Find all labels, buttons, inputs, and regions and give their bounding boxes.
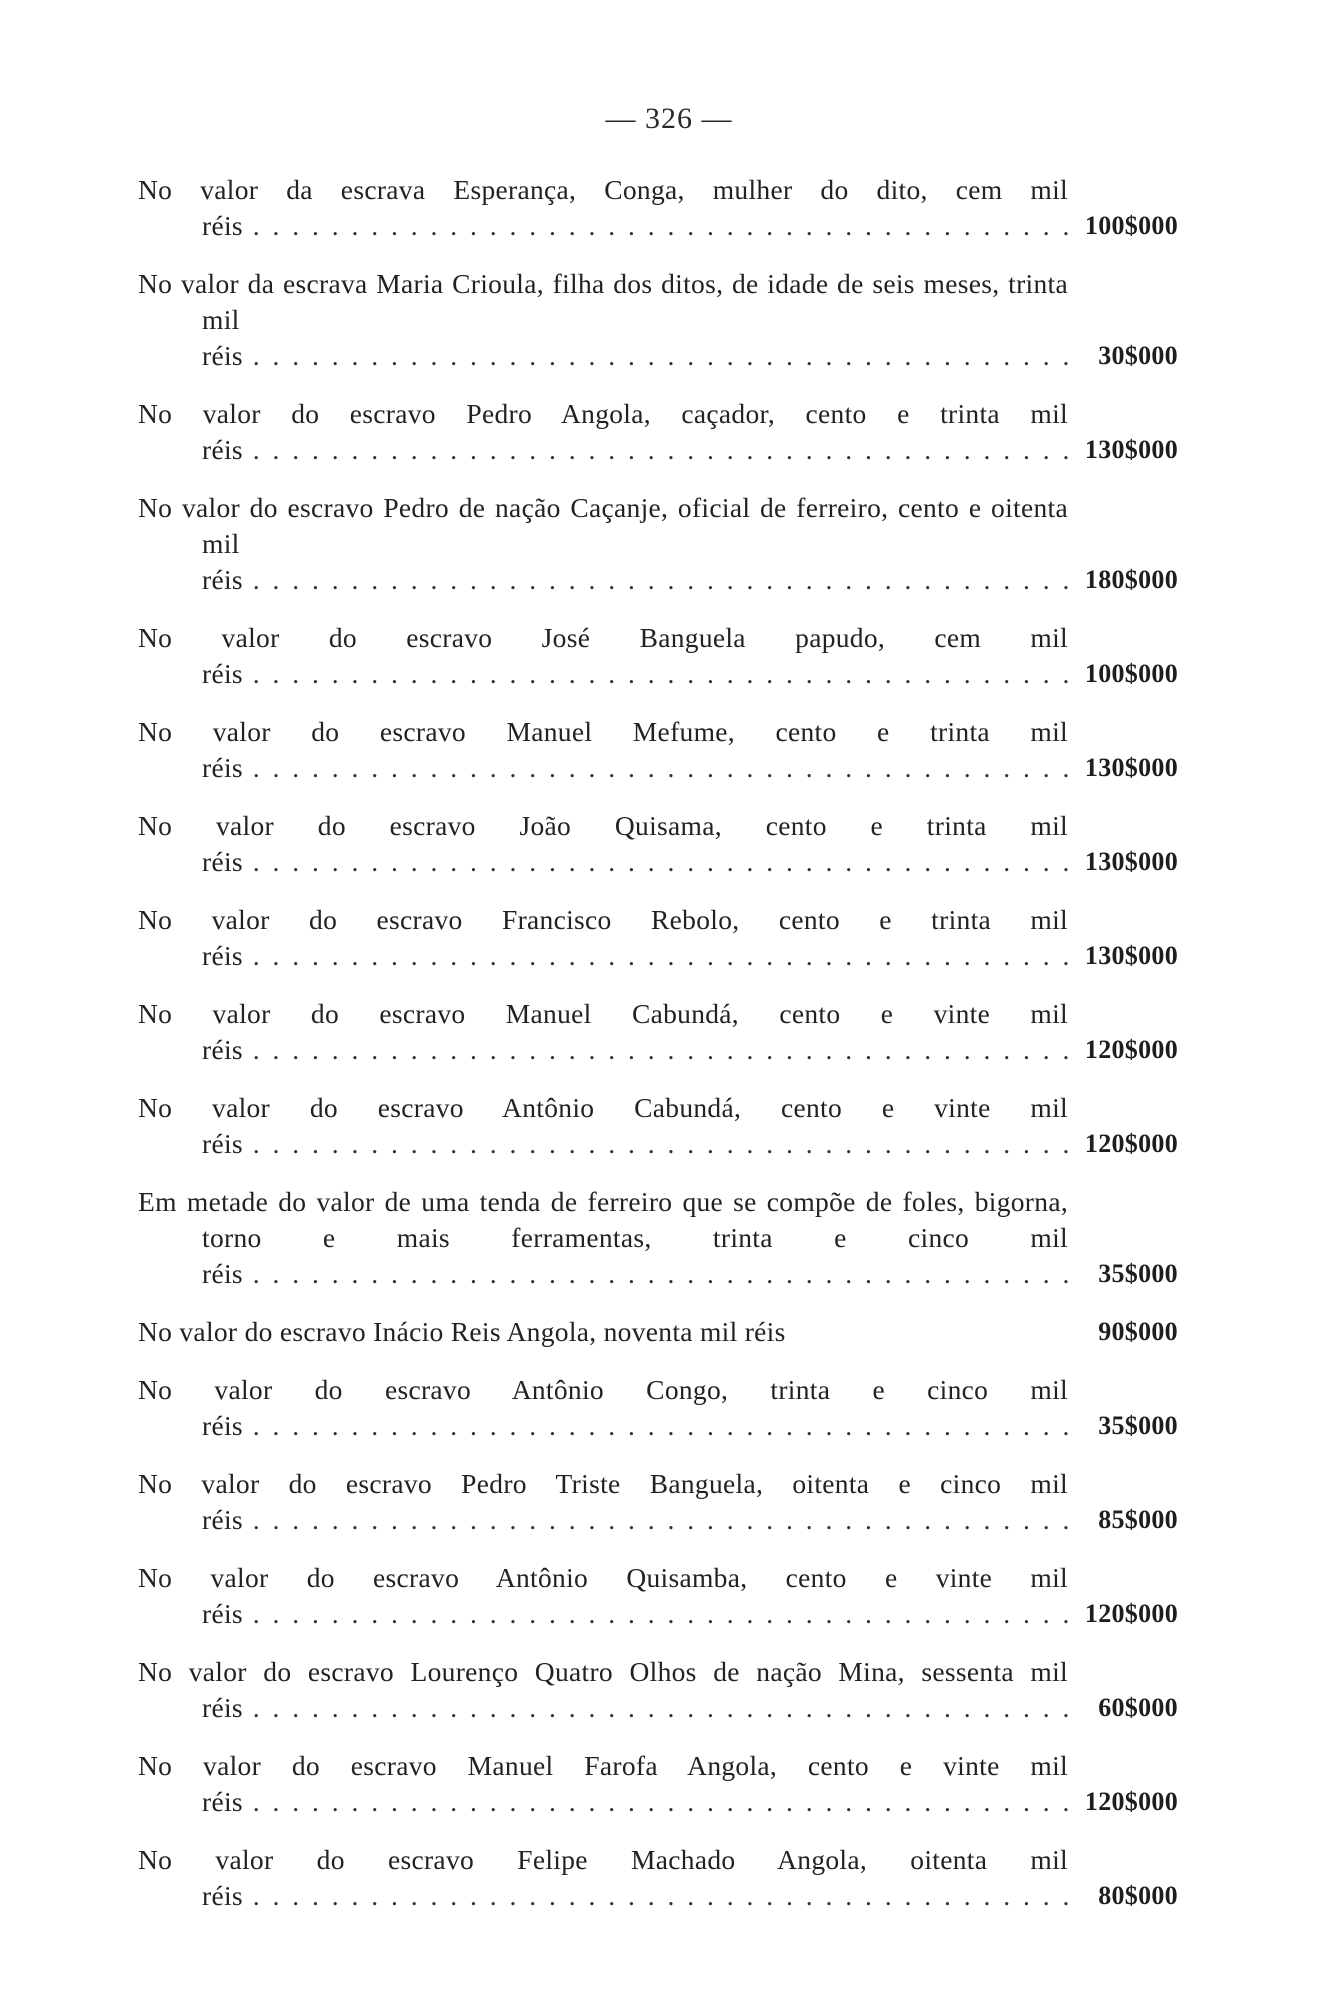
inventory-entry (138, 1184, 1178, 1292)
entry-value: 35$000 (1098, 1259, 1178, 1288)
inventory-entry (138, 266, 1178, 374)
entry-value: 60$000 (1098, 1693, 1178, 1722)
inventory-entry (138, 902, 1178, 974)
entry-description: No valor do escravo João Quisama, cento e trinta mil réis . . . (138, 808, 1068, 880)
inventory-entry (138, 1466, 1178, 1538)
entry-description: No valor do escravo José Banguela papudo, cem mil réis . . . (138, 620, 1068, 692)
entry-description: No valor do escravo Antônio Congo, trinta e cinco mil réis . . . (138, 1372, 1068, 1444)
inventory-entry (138, 996, 1178, 1068)
entry-description: No valor do escravo Pedro de nação Caçanje, oficial de ferreiro, cento e oitenta mil réis . . . (138, 490, 1068, 598)
entry-value: 120$000 (1084, 1787, 1178, 1816)
entry-description: No valor do escravo Francisco Rebolo, cento e trinta mil réis . . . (138, 902, 1068, 974)
page-number: — 326 — (605, 102, 733, 135)
entry-description: No valor do escravo Felipe Machado Angola, oitenta mil réis . . . (138, 1842, 1068, 1914)
entry-description: No valor do escravo Pedro Triste Banguela, oitenta e cinco mil réis . . . (138, 1466, 1068, 1538)
entry-description: No valor do escravo Pedro Angola, caçador, cento e trinta mil réis . . . (138, 396, 1068, 468)
entry-description: No valor do escravo Lourenço Quatro Olhos de nação Mina, sessenta mil réis . . . (138, 1654, 1068, 1726)
inventory-entry (138, 714, 1178, 786)
entry-value: 35$000 (1098, 1411, 1178, 1440)
entry-description: No valor do escravo Manuel Mefume, cento e trinta mil réis . . . (138, 714, 1068, 786)
inventory-list (138, 172, 1178, 1936)
entry-description: No valor da escrava Maria Crioula, filha dos ditos, de idade de seis meses, trinta mil réis . . . (138, 266, 1068, 374)
inventory-entry (138, 1090, 1178, 1162)
entry-description: No valor da escrava Esperança, Conga, mulher do dito, cem mil réis . . . (138, 172, 1068, 244)
inventory-entry (138, 490, 1178, 598)
entry-description: No valor do escravo Manuel Farofa Angola, cento e vinte mil réis . . . (138, 1748, 1068, 1820)
entry-value: 130$000 (1084, 941, 1178, 970)
inventory-entry (138, 1560, 1178, 1632)
inventory-entry (138, 1372, 1178, 1444)
entry-value: 130$000 (1084, 847, 1178, 876)
inventory-entry (138, 1314, 1178, 1350)
entry-value: 30$000 (1098, 341, 1178, 370)
inventory-entry (138, 620, 1178, 692)
inventory-entry (138, 172, 1178, 244)
entry-value: 80$000 (1098, 1881, 1178, 1910)
entry-value: 100$000 (1084, 659, 1178, 688)
entry-description: No valor do escravo Inácio Reis Angola, noventa mil réis (138, 1316, 786, 1347)
entry-description: Em metade do valor de uma tenda de ferreiro que se compõe de foles, bigorna, torno e mais ferramentas, trinta e cinco mil réis . . . (138, 1184, 1068, 1292)
entry-value: 120$000 (1084, 1035, 1178, 1064)
entry-description: No valor do escravo Antônio Cabundá, cento e vinte mil réis . . . (138, 1090, 1068, 1162)
entry-value: 85$000 (1098, 1505, 1178, 1534)
inventory-entry (138, 808, 1178, 880)
entry-value: 180$000 (1084, 565, 1178, 594)
entry-value: 120$000 (1084, 1129, 1178, 1158)
entry-description: No valor do escravo Manuel Cabundá, cento e vinte mil réis . . . (138, 996, 1068, 1068)
inventory-entry (138, 1654, 1178, 1726)
entry-value: 100$000 (1084, 211, 1178, 240)
entry-description: No valor do escravo Antônio Quisamba, cento e vinte mil réis . . . (138, 1560, 1068, 1632)
inventory-entry (138, 1748, 1178, 1820)
inventory-entry (138, 396, 1178, 468)
entry-value: 130$000 (1084, 753, 1178, 782)
entry-value: 90$000 (1098, 1317, 1178, 1346)
entry-value: 130$000 (1084, 435, 1178, 464)
inventory-entry (138, 1842, 1178, 1914)
entry-value: 120$000 (1084, 1599, 1178, 1628)
